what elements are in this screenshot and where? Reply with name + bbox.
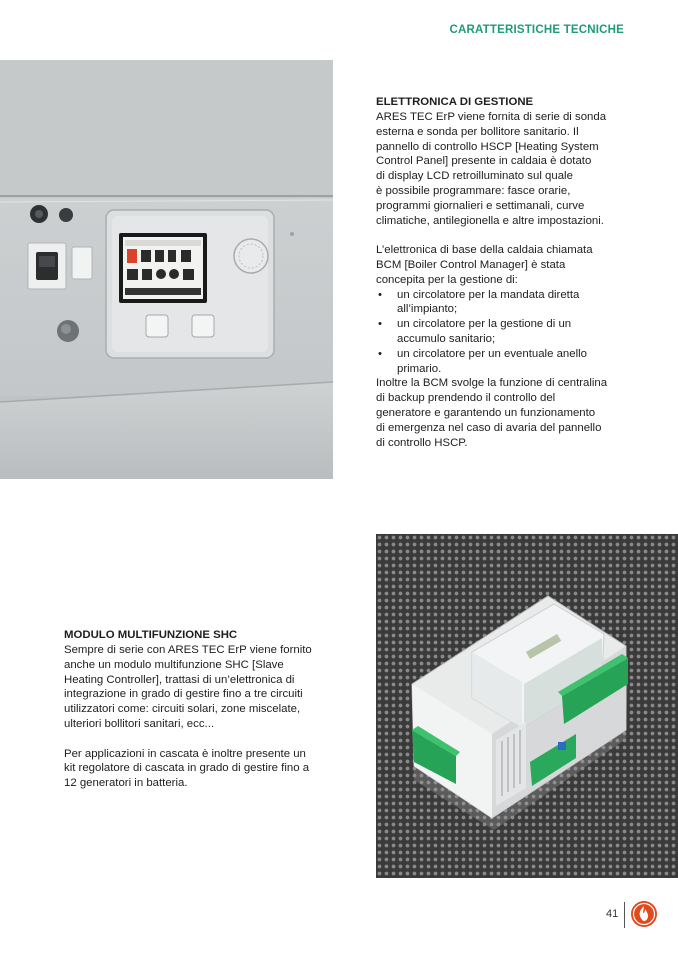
electronics-section bbox=[376, 95, 652, 450]
text-line: all’impianto; bbox=[397, 303, 458, 316]
text-line: concepita per la gestione di: bbox=[376, 273, 518, 286]
control-panel-illustration bbox=[0, 60, 333, 479]
text-line: 12 generatori in batteria. bbox=[64, 777, 188, 790]
text-line: ARES TEC ErP viene fornita di serie di sonda bbox=[376, 111, 607, 123]
list-item bbox=[376, 347, 652, 377]
electronics-paragraph-1 bbox=[376, 110, 652, 228]
electronics-title: ELETTRONICA DI GESTIONE bbox=[376, 96, 534, 108]
module-paragraph-1 bbox=[64, 643, 356, 732]
section-header: CARATTERISTICHE TECNICHE bbox=[449, 24, 624, 36]
electronics-paragraph-2 bbox=[376, 243, 652, 287]
text-line: kit regolatore di cascata in grado di gestire fino a bbox=[64, 762, 310, 775]
text-line: primario. bbox=[397, 362, 442, 375]
flame-logo-icon bbox=[630, 900, 658, 928]
text-line: utilizzatori come: circuiti solari, zone miscelate, bbox=[64, 703, 301, 716]
text-line: Inoltre la BCM svolge la funzione di centralina bbox=[376, 377, 608, 390]
list-item bbox=[376, 288, 652, 318]
text-line: un circolatore per la gestione di un bbox=[397, 318, 572, 331]
control-panel-photo bbox=[0, 60, 333, 479]
text-line: di controllo HSCP. bbox=[376, 436, 468, 449]
module-paragraph-2 bbox=[64, 747, 356, 791]
circulator-list bbox=[376, 288, 652, 377]
text-line: Heating Controller], trattasi di un’elettronica di bbox=[64, 673, 295, 686]
page-footer bbox=[596, 900, 660, 932]
footer-divider bbox=[624, 902, 625, 928]
page-number: 41 bbox=[606, 908, 619, 920]
text-line: anche un modulo multifunzione SHC [Slave bbox=[64, 658, 284, 671]
text-line: BCM [Boiler Control Manager] è stata bbox=[376, 258, 566, 271]
text-line: di emergenza nel caso di avaria del pannello bbox=[376, 421, 602, 434]
module-title: MODULO MULTIFUNZIONE SHC bbox=[64, 629, 238, 641]
text-line: un circolatore per la mandata diretta bbox=[397, 288, 580, 301]
text-line: Control Panel] presente in caldaia è dotato bbox=[376, 155, 592, 168]
shc-module-illustration bbox=[376, 534, 678, 878]
text-line: è possibile programmare: fasce orarie, bbox=[376, 184, 571, 197]
shc-module-photo bbox=[376, 534, 678, 878]
text-line: climatiche, antilegionella e altre impostazioni. bbox=[376, 214, 604, 227]
text-line: di display LCD retroilluminato sul quale bbox=[376, 170, 573, 183]
text-line: programmi giornalieri e settimanali, curve bbox=[376, 199, 585, 212]
electronics-paragraph-3 bbox=[376, 376, 652, 450]
text-line: integrazione in grado di gestire fino a tre circuiti bbox=[64, 688, 303, 701]
text-line: Per applicazioni in cascata è inoltre presente un bbox=[64, 747, 306, 760]
text-line: Sempre di serie con ARES TEC ErP viene fornito bbox=[64, 644, 312, 656]
text-line: di backup prendendo il controllo del bbox=[376, 392, 556, 405]
list-item bbox=[376, 317, 652, 347]
text-line: un circolatore per un eventuale anello bbox=[397, 347, 587, 360]
text-line: generatore e garantendo un funzionamento bbox=[376, 406, 596, 419]
text-line: accumulo sanitario; bbox=[397, 332, 496, 345]
text-line: pannello di controllo HSCP [Heating System bbox=[376, 140, 599, 153]
text-line: ulteriori bollitori sanitari, ecc... bbox=[64, 717, 215, 730]
module-section bbox=[64, 628, 356, 791]
text-line: esterna e sonda per bollitore sanitario. Il bbox=[376, 125, 579, 138]
text-line: L’elettronica di base della caldaia chiamata bbox=[376, 244, 593, 257]
